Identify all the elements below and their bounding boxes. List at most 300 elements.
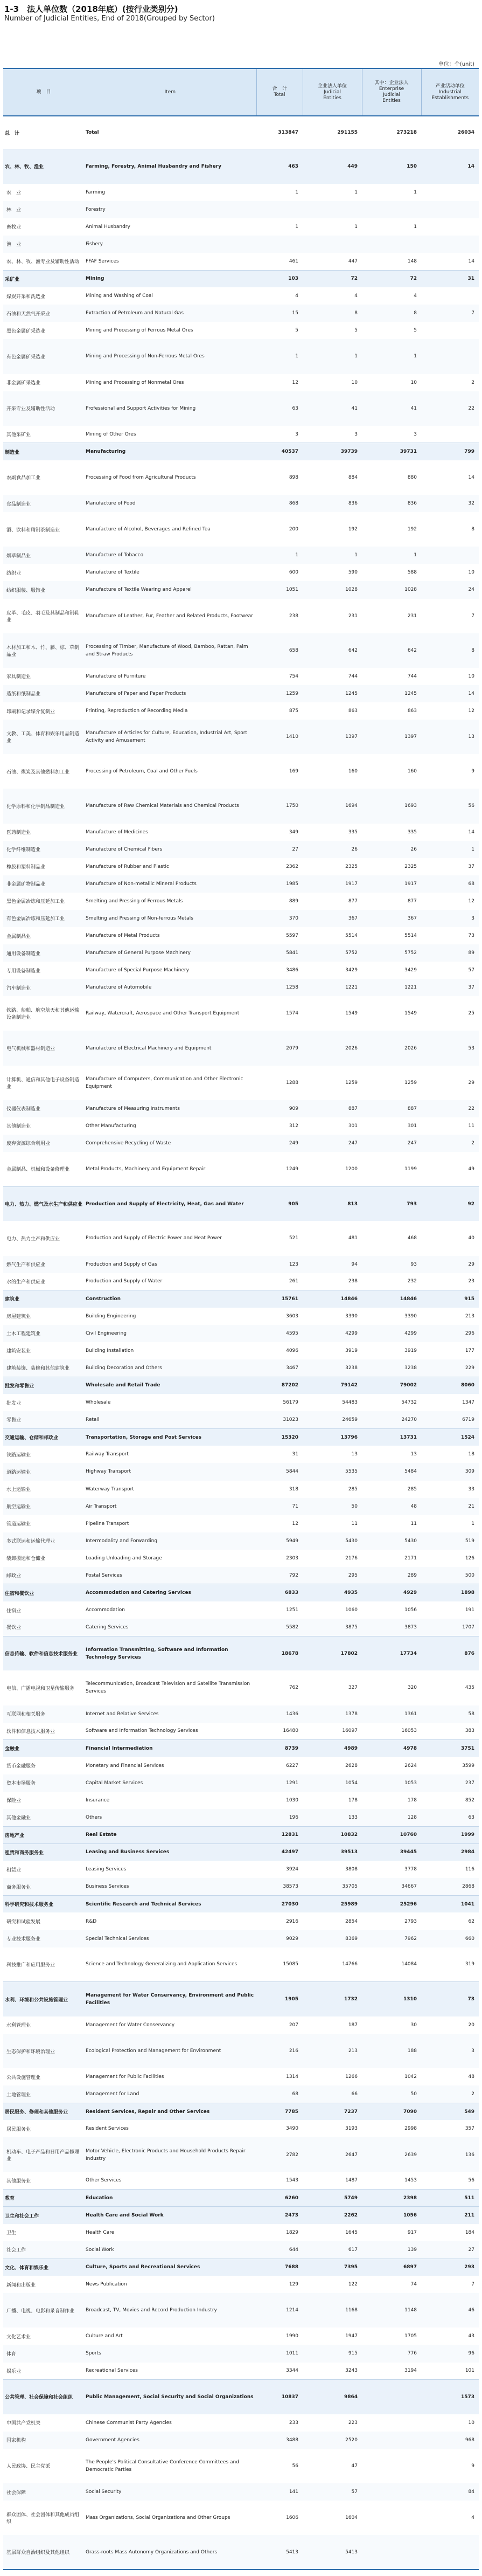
cell-total: 3467 bbox=[256, 1359, 303, 1377]
table-row bbox=[3, 1705, 479, 1723]
table-row bbox=[3, 1481, 479, 1498]
table-row bbox=[3, 668, 479, 685]
row-label-zh: 通用设备制造业 bbox=[3, 944, 84, 962]
cell-total: 3924 bbox=[256, 1861, 303, 1878]
row-label-en: Smelting and Pressing of Ferrous Metals bbox=[84, 893, 256, 910]
table-title-zh: 1-3 法人单位数（2018年底）(按行业类别分) bbox=[4, 4, 178, 14]
cell-industry: 7 bbox=[421, 599, 479, 633]
row-label-zh: 燃气生产和供应业 bbox=[3, 1256, 84, 1273]
cell-judicial: 5514 bbox=[303, 927, 362, 944]
table-row bbox=[3, 893, 479, 910]
table-row bbox=[3, 2363, 479, 2380]
table-row bbox=[3, 1792, 479, 1809]
cell-industry: 63 bbox=[421, 1809, 479, 1826]
cell-total: 1259 bbox=[256, 685, 303, 702]
row-label-zh: 铁路、船舶、航空航天和其他运输设备制造业 bbox=[3, 996, 84, 1031]
row-label-zh: 烟草制品业 bbox=[3, 547, 84, 564]
row-label-zh: 航空运输业 bbox=[3, 1498, 84, 1515]
row-label-en: Culture, Sports and Recreational Services bbox=[84, 2259, 256, 2276]
row-label-en: Resident Services bbox=[84, 2120, 256, 2137]
row-label-zh: 道路运输业 bbox=[3, 1463, 84, 1480]
row-label-en: Health Care bbox=[84, 2224, 256, 2241]
cell-total: 644 bbox=[256, 2241, 303, 2259]
cell-industry: 9 bbox=[421, 754, 479, 789]
cell-industry: 10 bbox=[421, 564, 479, 581]
cell-industry: 46 bbox=[421, 2293, 479, 2328]
cell-enterprise: 1245 bbox=[362, 685, 421, 702]
row-label-en: Management for Water Conservancy, Environment and Public Facilities bbox=[84, 1982, 256, 2016]
row-label-en: Air Transport bbox=[84, 1498, 256, 1515]
cell-industry: 3 bbox=[421, 910, 479, 927]
cell-judicial: 14846 bbox=[303, 1290, 362, 1308]
cell-total: 31 bbox=[256, 1446, 303, 1463]
row-label-en: News Publication bbox=[84, 2276, 256, 2293]
row-label-zh: 邮政业 bbox=[3, 1567, 84, 1584]
cell-judicial: 3919 bbox=[303, 1342, 362, 1359]
cell-total: 1750 bbox=[256, 789, 303, 823]
cell-industry: 14 bbox=[421, 824, 479, 841]
row-label-zh: 其他制造业 bbox=[3, 1117, 84, 1135]
row-label-en: Professional and Support Activities for Mining bbox=[84, 391, 256, 426]
cell-industry: 7 bbox=[421, 2276, 479, 2293]
cell-total: 1 bbox=[256, 184, 303, 201]
row-label-en: Civil Engineering bbox=[84, 1325, 256, 1342]
cell-total: 5413 bbox=[256, 2535, 303, 2570]
cell-enterprise: 4978 bbox=[362, 1740, 421, 1757]
table-row bbox=[3, 1723, 479, 1740]
cell-total: 15 bbox=[256, 305, 303, 322]
cell-judicial: 247 bbox=[303, 1135, 362, 1152]
row-label-en: Construction bbox=[84, 1290, 256, 1308]
cell-industry: 184 bbox=[421, 2224, 479, 2241]
cell-total: 6227 bbox=[256, 1757, 303, 1774]
row-label-en: Leasing Services bbox=[84, 1861, 256, 1878]
cell-judicial: 238 bbox=[303, 1273, 362, 1290]
row-label-en: Production and Supply of Gas bbox=[84, 1256, 256, 1273]
row-label-en: Sports bbox=[84, 2345, 256, 2362]
row-label-zh: 教育 bbox=[3, 2190, 84, 2207]
table-row bbox=[3, 201, 479, 218]
section-row bbox=[3, 1740, 479, 1757]
table-row bbox=[3, 910, 479, 927]
cell-enterprise: 1 bbox=[362, 547, 421, 564]
row-label-en: Highway Transport bbox=[84, 1463, 256, 1480]
cell-judicial: 66 bbox=[303, 2085, 362, 2103]
row-label-en: Manufacture of Furniture bbox=[84, 668, 256, 685]
cell-enterprise: 7090 bbox=[362, 2103, 421, 2120]
cell-total: 5949 bbox=[256, 1532, 303, 1550]
row-label-en: Forestry bbox=[84, 201, 256, 218]
cell-industry bbox=[421, 287, 479, 305]
cell-total: 1606 bbox=[256, 2501, 303, 2535]
row-label-zh: 农、林、牧、渔业 bbox=[3, 149, 84, 184]
table-row bbox=[3, 2328, 479, 2345]
cell-industry: 3 bbox=[421, 2034, 479, 2068]
row-label-en: Total bbox=[84, 116, 256, 149]
row-label-en: Retail bbox=[84, 1411, 256, 1428]
table-row bbox=[3, 2293, 479, 2328]
row-label-zh: 公共设施管理业 bbox=[3, 2068, 84, 2085]
row-label-zh: 零售业 bbox=[3, 1411, 84, 1428]
cell-enterprise bbox=[362, 236, 421, 253]
cell-industry: 383 bbox=[421, 1723, 479, 1740]
row-label-zh: 金属制品业 bbox=[3, 927, 84, 944]
table-row bbox=[3, 391, 479, 426]
row-label-en: Health Care and Social Work bbox=[84, 2207, 256, 2224]
cell-judicial: 327 bbox=[303, 1670, 362, 1705]
row-label-en: Pipeline Transport bbox=[84, 1515, 256, 1532]
row-label-zh: 保险业 bbox=[3, 1792, 84, 1809]
cell-judicial: 884 bbox=[303, 460, 362, 495]
cell-enterprise: 7962 bbox=[362, 1930, 421, 1947]
cell-industry: 876 bbox=[421, 1636, 479, 1670]
table-row bbox=[3, 1930, 479, 1947]
cell-total bbox=[256, 236, 303, 253]
section-row bbox=[3, 2207, 479, 2224]
row-label-en: Government Agencies bbox=[84, 2432, 256, 2449]
cell-judicial: 35705 bbox=[303, 1878, 362, 1895]
section-row bbox=[3, 1290, 479, 1308]
row-label-en: Manufacture of Computers, Communication and Other Electronic Equipment bbox=[84, 1066, 256, 1100]
cell-total: 1011 bbox=[256, 2345, 303, 2362]
cell-enterprise: 150 bbox=[362, 149, 421, 184]
row-label-en: Manufacture of Tobacco bbox=[84, 547, 256, 564]
cell-judicial: 1 bbox=[303, 184, 362, 201]
row-label-en: Manufacture of Non-metallic Mineral Products bbox=[84, 875, 256, 893]
row-label-en: Catering Services bbox=[84, 1619, 256, 1636]
cell-enterprise: 54732 bbox=[362, 1394, 421, 1411]
row-label-en: Mining bbox=[84, 270, 256, 287]
cell-industry: 296 bbox=[421, 1325, 479, 1342]
row-label-en: Others bbox=[84, 1809, 256, 1826]
cell-judicial: 3429 bbox=[303, 962, 362, 979]
cell-total: 5844 bbox=[256, 1463, 303, 1480]
cell-total: 463 bbox=[256, 149, 303, 184]
cell-industry: 191 bbox=[421, 1601, 479, 1619]
row-label-en: Production and Supply of Electric Power and Heat Power bbox=[84, 1221, 256, 1255]
row-label-en: Social Work bbox=[84, 2241, 256, 2259]
row-label-zh: 科技推广和应用服务业 bbox=[3, 1947, 84, 1982]
cell-judicial: 3875 bbox=[303, 1619, 362, 1636]
row-label-zh: 其他金融业 bbox=[3, 1809, 84, 1826]
cell-total: 868 bbox=[256, 495, 303, 512]
row-label-en: Processing of Timber, Manufacture of Wood, Bamboo, Rattan, Palm and Straw Products bbox=[84, 633, 256, 668]
cell-total: 4595 bbox=[256, 1325, 303, 1342]
cell-judicial: 1221 bbox=[303, 979, 362, 996]
cell-industry: 511 bbox=[421, 2190, 479, 2207]
cell-judicial: 642 bbox=[303, 633, 362, 668]
cell-industry: 12 bbox=[421, 893, 479, 910]
section-row bbox=[3, 1584, 479, 1601]
cell-total: 3486 bbox=[256, 962, 303, 979]
cell-enterprise: 14084 bbox=[362, 1947, 421, 1982]
table-row bbox=[3, 236, 479, 253]
cell-total: 1990 bbox=[256, 2328, 303, 2345]
cell-industry: 84 bbox=[421, 2483, 479, 2501]
cell-total: 1543 bbox=[256, 2172, 303, 2190]
row-label-en: Printing, Reproduction of Recording Media bbox=[84, 702, 256, 720]
cell-enterprise: 2998 bbox=[362, 2120, 421, 2137]
cell-enterprise: 26 bbox=[362, 841, 421, 858]
cell-enterprise: 1056 bbox=[362, 1601, 421, 1619]
cell-industry: 8 bbox=[421, 512, 479, 547]
row-label-en: Management for Water Conservancy bbox=[84, 2016, 256, 2034]
row-label-zh: 居民服务、修理和其他服务业 bbox=[3, 2103, 84, 2120]
data-table bbox=[3, 68, 479, 2570]
cell-judicial: 2520 bbox=[303, 2432, 362, 2449]
row-label-en: Leasing and Business Services bbox=[84, 1843, 256, 1861]
cell-enterprise: 3429 bbox=[362, 962, 421, 979]
cell-industry bbox=[421, 236, 479, 253]
table-row bbox=[3, 1031, 479, 1065]
row-label-zh: 文化、体育和娱乐业 bbox=[3, 2259, 84, 2276]
cell-judicial: 1917 bbox=[303, 875, 362, 893]
cell-total: 1291 bbox=[256, 1774, 303, 1792]
row-label-zh: 农副食品加工业 bbox=[3, 460, 84, 495]
cell-total: 7688 bbox=[256, 2259, 303, 2276]
cell-industry: 8060 bbox=[421, 1377, 479, 1394]
table-row bbox=[3, 2085, 479, 2103]
cell-industry: 22 bbox=[421, 391, 479, 426]
cell-total: 1258 bbox=[256, 979, 303, 996]
table-row bbox=[3, 1325, 479, 1342]
row-label-zh: 采矿业 bbox=[3, 270, 84, 287]
table-row bbox=[3, 1463, 479, 1480]
cell-judicial: 17802 bbox=[303, 1636, 362, 1670]
table-row bbox=[3, 1394, 479, 1411]
cell-judicial: 13796 bbox=[303, 1428, 362, 1446]
table-row bbox=[3, 2241, 479, 2259]
table-row bbox=[3, 996, 479, 1031]
cell-enterprise: 160 bbox=[362, 754, 421, 789]
row-label-zh: 科学研究和技术服务业 bbox=[3, 1895, 84, 1912]
cell-total: 2079 bbox=[256, 1031, 303, 1065]
cell-enterprise: 3194 bbox=[362, 2363, 421, 2380]
cell-total: 18678 bbox=[256, 1636, 303, 1670]
cell-industry: 53 bbox=[421, 1031, 479, 1065]
cell-enterprise: 1705 bbox=[362, 2328, 421, 2345]
row-label-zh: 居民服务业 bbox=[3, 2120, 84, 2137]
cell-enterprise: 232 bbox=[362, 1273, 421, 1290]
section-row bbox=[3, 1982, 479, 2016]
cell-total: 56 bbox=[256, 2449, 303, 2483]
row-label-zh: 化学原料和化学制品制造业 bbox=[3, 789, 84, 823]
cell-enterprise: 178 bbox=[362, 1792, 421, 1809]
cell-judicial: 1732 bbox=[303, 1982, 362, 2016]
cell-judicial: 57 bbox=[303, 2483, 362, 2501]
row-label-en: Chinese Communist Party Agencies bbox=[84, 2414, 256, 2432]
cell-total: 1249 bbox=[256, 1152, 303, 1186]
cell-enterprise: 776 bbox=[362, 2345, 421, 2362]
row-label-zh: 汽车制造业 bbox=[3, 979, 84, 996]
row-label-zh: 研究和试验发展 bbox=[3, 1912, 84, 1930]
cell-judicial: 887 bbox=[303, 1100, 362, 1117]
row-label-zh: 机动车、电子产品和日用产品修理业 bbox=[3, 2137, 84, 2172]
row-label-zh: 水上运输业 bbox=[3, 1481, 84, 1498]
cell-enterprise: 13731 bbox=[362, 1428, 421, 1446]
cell-total: 2362 bbox=[256, 858, 303, 875]
cell-judicial: 1028 bbox=[303, 581, 362, 598]
cell-enterprise: 2398 bbox=[362, 2190, 421, 2207]
row-label-zh: 公共管理、社会保障和社会组织 bbox=[3, 2380, 84, 2414]
table-row bbox=[3, 305, 479, 322]
cell-total: 12 bbox=[256, 1515, 303, 1532]
table-row bbox=[3, 2016, 479, 2034]
table-row bbox=[3, 1066, 479, 1100]
row-label-zh: 住宿和餐饮业 bbox=[3, 1584, 84, 1601]
table-row bbox=[3, 1601, 479, 1619]
row-label-zh: 资本市场服务 bbox=[3, 1774, 84, 1792]
row-label-en: Building Engineering bbox=[84, 1308, 256, 1325]
cell-judicial: 1378 bbox=[303, 1705, 362, 1723]
row-label-en: R&D bbox=[84, 1912, 256, 1930]
cell-total: 1985 bbox=[256, 875, 303, 893]
row-label-en: Processing of Petroleum, Coal and Other Fuels bbox=[84, 754, 256, 789]
section-row bbox=[3, 149, 479, 184]
cell-total: 313847 bbox=[256, 116, 303, 149]
cell-industry: 26034 bbox=[421, 116, 479, 149]
cell-judicial: 836 bbox=[303, 495, 362, 512]
cell-total: 889 bbox=[256, 893, 303, 910]
cell-industry: 126 bbox=[421, 1550, 479, 1567]
row-label-en: Other Services bbox=[84, 2172, 256, 2190]
cell-judicial: 1168 bbox=[303, 2293, 362, 2328]
cell-enterprise: 4299 bbox=[362, 1325, 421, 1342]
cell-enterprise: 1148 bbox=[362, 2293, 421, 2328]
cell-total: 207 bbox=[256, 2016, 303, 2034]
table-row bbox=[3, 2172, 479, 2190]
row-label-zh: 土地管理业 bbox=[3, 2085, 84, 2103]
cell-enterprise: 72 bbox=[362, 270, 421, 287]
cell-enterprise: 1453 bbox=[362, 2172, 421, 2190]
cell-industry: 29 bbox=[421, 1066, 479, 1100]
table-row bbox=[3, 824, 479, 841]
cell-total: 238 bbox=[256, 599, 303, 633]
cell-total: 129 bbox=[256, 2276, 303, 2293]
row-label-zh: 皮革、毛皮、羽毛及其制品和制鞋业 bbox=[3, 599, 84, 633]
cell-total: 103 bbox=[256, 270, 303, 287]
row-label-en: Management for Land bbox=[84, 2085, 256, 2103]
cell-enterprise: 34667 bbox=[362, 1878, 421, 1895]
cell-judicial: 1266 bbox=[303, 2068, 362, 2085]
cell-total: 71 bbox=[256, 1498, 303, 1515]
cell-enterprise: 1053 bbox=[362, 1774, 421, 1792]
cell-total: 3603 bbox=[256, 1308, 303, 1325]
section-row bbox=[3, 443, 479, 460]
table-row bbox=[3, 339, 479, 374]
cell-enterprise bbox=[362, 2432, 421, 2449]
row-label-en: Accommodation bbox=[84, 1601, 256, 1619]
cell-judicial: 1487 bbox=[303, 2172, 362, 2190]
row-label-zh: 租赁业 bbox=[3, 1861, 84, 1878]
cell-total: 38573 bbox=[256, 1878, 303, 1895]
cell-total: 3490 bbox=[256, 2120, 303, 2137]
cell-enterprise: 17734 bbox=[362, 1636, 421, 1670]
cell-enterprise: 3390 bbox=[362, 1308, 421, 1325]
cell-judicial: 5752 bbox=[303, 944, 362, 962]
row-label-en: Postal Services bbox=[84, 1567, 256, 1584]
table-row bbox=[3, 962, 479, 979]
cell-judicial: 3808 bbox=[303, 1861, 362, 1878]
cell-judicial: 2262 bbox=[303, 2207, 362, 2224]
row-label-zh: 商务服务业 bbox=[3, 1878, 84, 1895]
section-row bbox=[3, 270, 479, 287]
cell-industry: 37 bbox=[421, 979, 479, 996]
row-label-zh: 建筑装饰、装修和其他建筑业 bbox=[3, 1359, 84, 1377]
cell-enterprise: 1917 bbox=[362, 875, 421, 893]
row-label-en: Manufacture of Special Purpose Machinery bbox=[84, 962, 256, 979]
cell-industry: 549 bbox=[421, 2103, 479, 2120]
row-label-en: Production and Supply of Electricity, Heat, Gas and Water bbox=[84, 1186, 256, 1221]
cell-judicial: 5535 bbox=[303, 1463, 362, 1480]
cell-industry: 519 bbox=[421, 1532, 479, 1550]
cell-judicial: 617 bbox=[303, 2241, 362, 2259]
cell-enterprise: 917 bbox=[362, 2224, 421, 2241]
cell-enterprise: 367 bbox=[362, 910, 421, 927]
row-label-en: Manufacture of Alcohol, Beverages and Refined Tea bbox=[84, 512, 256, 547]
cell-total: 1051 bbox=[256, 581, 303, 598]
cell-industry: 14 bbox=[421, 253, 479, 270]
row-label-en: Information Transmitting, Software and Information Technology Services bbox=[84, 1636, 256, 1670]
cell-industry: 1347 bbox=[421, 1394, 479, 1411]
cell-total: 261 bbox=[256, 1273, 303, 1290]
row-label-en: Public Management, Social Security and Social Organizations bbox=[84, 2380, 256, 2414]
row-label-en: Smelting and Pressing of Non-ferrous Metals bbox=[84, 910, 256, 927]
table-row bbox=[3, 1947, 479, 1982]
cell-enterprise: 1549 bbox=[362, 996, 421, 1031]
cell-industry: 33 bbox=[421, 1481, 479, 1498]
row-label-en: FFAF Services bbox=[84, 253, 256, 270]
row-label-zh: 印刷和记录媒介复制业 bbox=[3, 702, 84, 720]
row-label-zh: 体育 bbox=[3, 2345, 84, 2362]
table-row bbox=[3, 564, 479, 581]
table-row bbox=[3, 512, 479, 547]
row-label-en: Mining and Processing of Non-Ferrous Metal Ores bbox=[84, 339, 256, 374]
cell-judicial: 5430 bbox=[303, 1532, 362, 1550]
cell-enterprise: 39731 bbox=[362, 443, 421, 460]
cell-industry: 73 bbox=[421, 1982, 479, 2016]
cell-total: 600 bbox=[256, 564, 303, 581]
cell-industry: 319 bbox=[421, 1947, 479, 1982]
cell-judicial: 14766 bbox=[303, 1947, 362, 1982]
cell-industry: 32 bbox=[421, 495, 479, 512]
row-label-zh: 有色金属矿采选业 bbox=[3, 339, 84, 374]
cell-total: 1288 bbox=[256, 1066, 303, 1100]
cell-industry: 660 bbox=[421, 1930, 479, 1947]
row-label-en: Farming, Forestry, Animal Husbandry and Fishery bbox=[84, 149, 256, 184]
row-label-zh: 食品制造业 bbox=[3, 495, 84, 512]
cell-total: 56179 bbox=[256, 1394, 303, 1411]
row-label-zh: 卫生和社会工作 bbox=[3, 2207, 84, 2224]
cell-total: 1314 bbox=[256, 2068, 303, 2085]
table-row bbox=[3, 720, 479, 754]
cell-industry: 435 bbox=[421, 1670, 479, 1705]
cell-industry: 968 bbox=[421, 2432, 479, 2449]
cell-industry: 10 bbox=[421, 668, 479, 685]
cell-total: 12831 bbox=[256, 1826, 303, 1843]
cell-industry: 92 bbox=[421, 1186, 479, 1221]
cell-industry: 3751 bbox=[421, 1740, 479, 1757]
cell-total: 1030 bbox=[256, 1792, 303, 1809]
row-label-en: Scientific Research and Technical Services bbox=[84, 1895, 256, 1912]
cell-industry bbox=[421, 184, 479, 201]
table-row bbox=[3, 1411, 479, 1428]
section-row bbox=[3, 1377, 479, 1394]
row-label-en: Comprehensive Recycling of Waste bbox=[84, 1135, 256, 1152]
row-label-zh: 文化艺术业 bbox=[3, 2328, 84, 2345]
cell-enterprise: 3778 bbox=[362, 1861, 421, 1878]
row-label-en: Manufacture of Rubber and Plastic bbox=[84, 858, 256, 875]
